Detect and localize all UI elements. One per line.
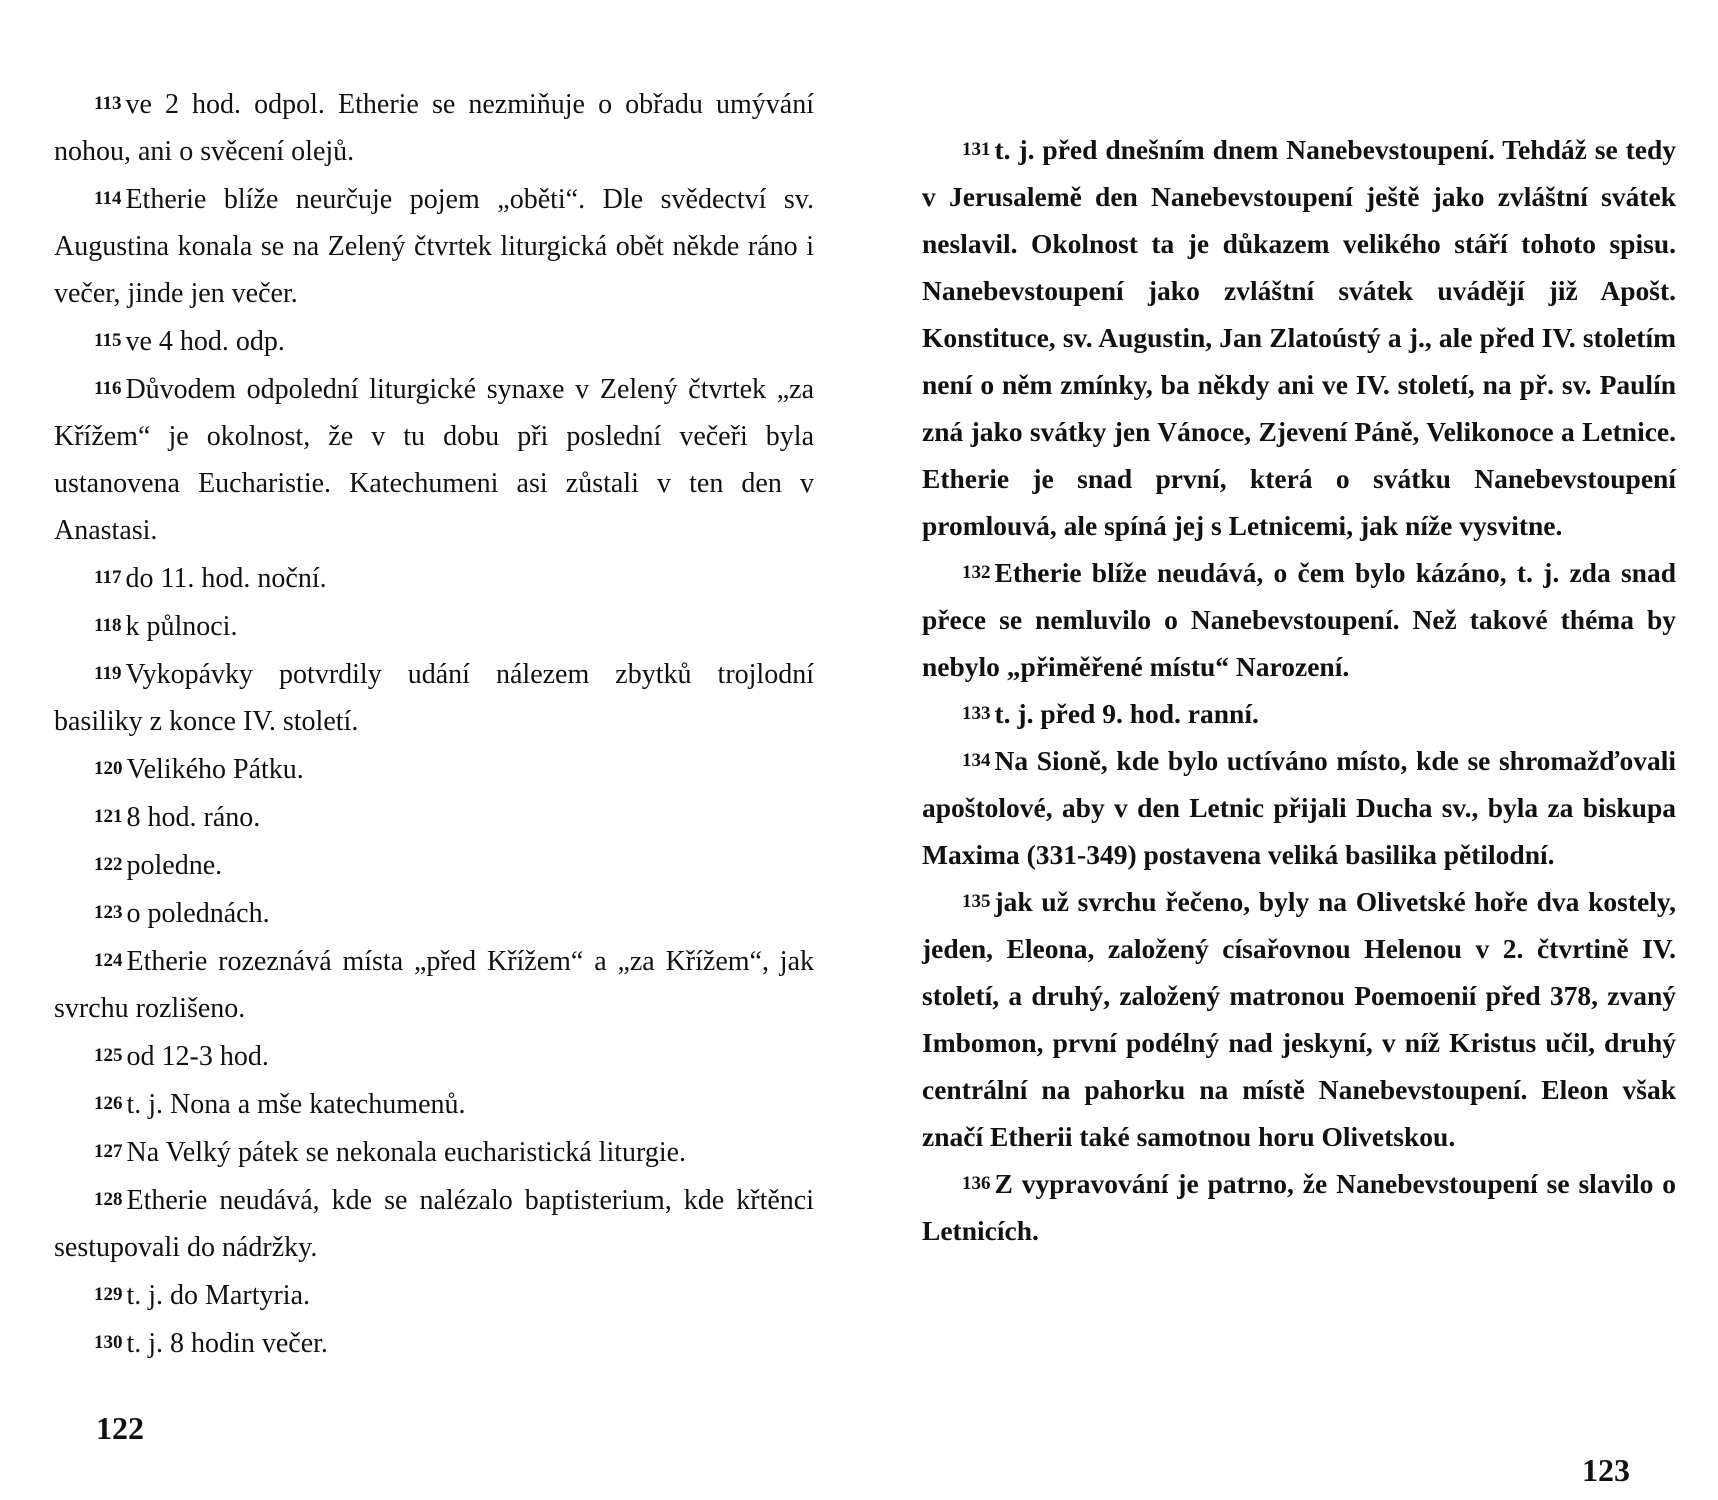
right-page: [922, 126, 1676, 1254]
footnote-text: Důvodem odpolední liturgické synaxe v Zelený čtvrtek „za Křížem“ je okolnost, že v tu dobu při poslední večeři byla ustanovena Eucharistie. Katechumeni asi zůstali v ten den v Anastasi.: [54, 374, 814, 546]
footnote-text: Etherie blíže neurčuje pojem „oběti“. Dle svědectví sv. Augustina konala se na Zelený čtvrtek liturgická obět někde ráno i večer, jinde jen večer.: [54, 184, 814, 309]
footnote-text: Etherie blíže neudává, o čem bylo kázáno, t. j. zda snad přece se nemluvilo o Nanebevstoupení. Než takové théma by nebylo „přiměřené místu“ Narození.: [922, 557, 1676, 682]
footnote-number: 118: [94, 615, 122, 636]
footnote-number: 113: [94, 93, 122, 114]
footnote: [54, 1128, 814, 1176]
footnote: [54, 1080, 814, 1128]
footnote-number: 119: [94, 663, 122, 684]
footnote: [54, 745, 814, 793]
footnote-number: 114: [94, 188, 122, 209]
footnote-text: t. j. 8 hodin večer.: [126, 1328, 328, 1359]
footnote-text: Vykopávky potvrdily udání nálezem zbytků trojlodní basiliky z konce IV. století.: [54, 659, 814, 737]
footnote-text: ve 4 hod. odp.: [125, 326, 285, 357]
footnote-text: poledne.: [126, 850, 223, 881]
footnote: [922, 737, 1676, 878]
footnote-number: 115: [94, 330, 122, 351]
footnote-number: 128: [94, 1189, 123, 1210]
footnote: [922, 549, 1676, 690]
footnote-text: do 11. hod. noční.: [125, 563, 327, 594]
footnote-number: 136: [962, 1173, 991, 1194]
footnote-number: 122: [94, 854, 123, 875]
footnote: [54, 1319, 814, 1367]
footnote-text: ve 2 hod. odpol. Etherie se nezmiňuje o obřadu umývání nohou, ani o svěcení olejů.: [54, 89, 814, 167]
footnote-number: 117: [94, 567, 122, 588]
footnote: [54, 175, 814, 317]
footnote-text: k půlnoci.: [125, 611, 238, 642]
footnote-number: 126: [94, 1093, 123, 1114]
footnote-text: t. j. před 9. hod. ranní.: [994, 698, 1259, 729]
footnote-text: Na Velký pátek se nekonala eucharistická liturgie.: [126, 1137, 687, 1168]
footnote-number: 123: [94, 902, 123, 923]
left-page: [54, 80, 814, 1367]
footnote: [922, 1160, 1676, 1254]
footnote: [54, 650, 814, 745]
footnote: [54, 554, 814, 602]
footnote: [54, 365, 814, 554]
footnote-number: 135: [962, 891, 991, 912]
page-number-right: 123: [1582, 1452, 1630, 1488]
footnote-number: 120: [94, 758, 123, 779]
footnote-text: t. j. do Martyria.: [126, 1280, 311, 1311]
footnote-number: 125: [94, 1045, 123, 1066]
footnote-number: 124: [94, 950, 123, 971]
footnote: [54, 889, 814, 937]
footnote-text: jak už svrchu řečeno, byly na Olivetské hoře dva kostely, jeden, Eleona, založený císařovnou Helenou v 2. čtvrtině IV. století, a druhý, založený matronou Poemoenií před 378, zvaný Imbomon, první podélný nad jeskyní, v níž Kristus učil, druhý centrální na pahorku na místě Nanebevstoupení. Eleon však značí Etherii také samotnou horu Olivetskou.: [922, 886, 1676, 1152]
footnote: [54, 317, 814, 365]
page-number-left: 122: [96, 1410, 144, 1446]
footnote-text: Na Sioně, kde bylo uctíváno místo, kde se shromažďovali apoštolové, aby v den Letnic přijali Ducha sv., byla za biskupa Maxima (331-349) postavena veliká basilika pětilodní.: [922, 745, 1676, 870]
footnote-text: 8 hod. ráno.: [126, 802, 261, 833]
footnote-number: 131: [962, 139, 991, 160]
footnote-text: t. j. Nona a mše katechumenů.: [126, 1089, 466, 1120]
footnote-text: od 12-3 hod.: [126, 1041, 269, 1072]
footnote-text: o polednách.: [126, 898, 270, 929]
footnote: [922, 878, 1676, 1160]
footnote-text: Etherie rozeznává místa „před Křížem“ a „za Křížem“, jak svrchu rozlišeno.: [54, 946, 814, 1024]
footnote-number: 130: [94, 1332, 123, 1353]
footnote-text: Velikého Pátku.: [126, 754, 304, 785]
footnote: [54, 937, 814, 1032]
footnote-number: 129: [94, 1284, 123, 1305]
footnote-text: Etherie neudává, kde se nalézalo baptisterium, kde křtěnci sestupovali do nádržky.: [54, 1185, 814, 1263]
footnote: [54, 841, 814, 889]
footnote-number: 132: [962, 562, 991, 583]
footnote: [54, 1271, 814, 1319]
footnote: [54, 793, 814, 841]
footnote-text: Z vypravování je patrno, že Nanebevstoupení se slavilo o Letnicích.: [922, 1168, 1676, 1246]
footnote-number: 134: [962, 750, 991, 771]
footnote-text: t. j. před dnešním dnem Nanebevstoupení. Tehdáž se tedy v Jerusalemě den Nanebevstoupení ještě jako zvláštní svátek neslavil. Okolnost ta je důkazem velikého stáří tohoto spisu. Nanebevstoupení jako zvláštní svátek uvádějí již Apošt. Konstituce, sv. Augustin, Jan Zlatoústý a j., ale před IV. stoletím není o něm zmínky, ba někdy ani ve IV. století, na př. sv. Paulín zná jako svátky jen Vánoce, Zjevení Páně, Velikonoce a Letnice. Etherie je snad první, která o svátku Nanebevstoupení promlouvá, ale spíná jej s Letnicemi, jak níže vysvitne.: [922, 134, 1676, 541]
footnote: [54, 1176, 814, 1271]
footnote: [922, 690, 1676, 737]
footnote: [54, 602, 814, 650]
footnote: [54, 80, 814, 175]
footnote: [54, 1032, 814, 1080]
footnote-number: 121: [94, 806, 123, 827]
footnote-number: 116: [94, 378, 122, 399]
footnote-number: 133: [962, 703, 991, 724]
footnote: [922, 126, 1676, 549]
footnote-number: 127: [94, 1141, 123, 1162]
